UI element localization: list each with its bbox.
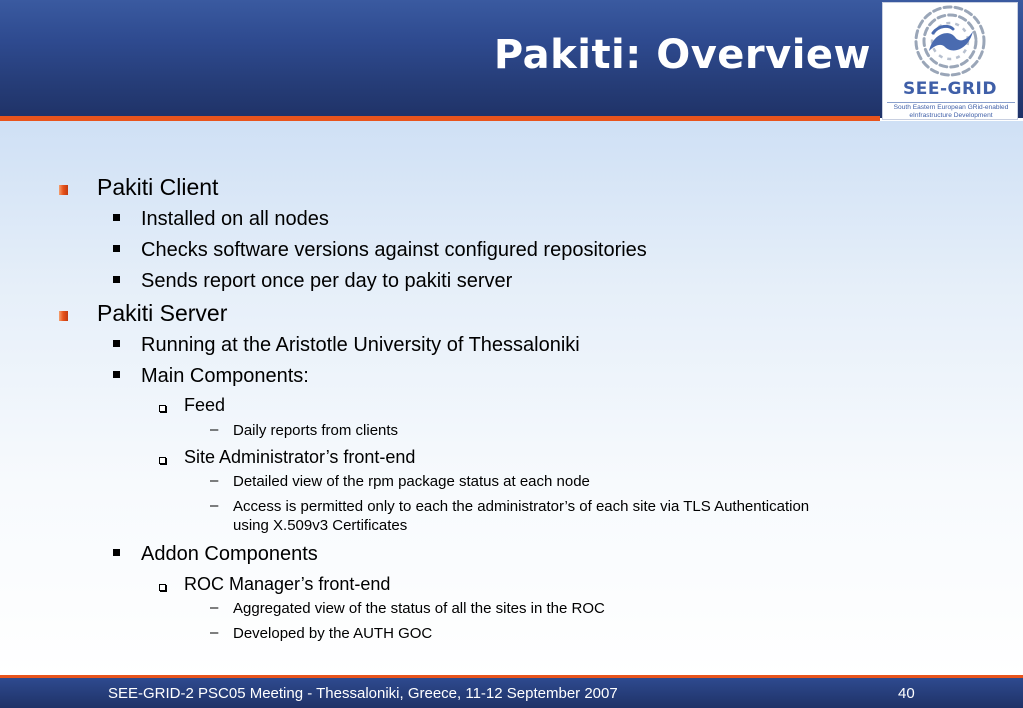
dash-bullet: – (210, 624, 219, 641)
bullet-level3: Site Administrator’s front-end (184, 447, 416, 467)
bullet-level2: Running at the Aristotle University of Thessaloniki (141, 334, 580, 356)
bullet-level4-continuation: using X.509v3 Certificates (233, 517, 408, 534)
hollow-square-bullet-icon (159, 584, 166, 591)
bullet-level4: Aggregated view of the status of all the sites in the ROC (233, 600, 605, 617)
bullet-level4: Access is permitted only to each the administrator’s of each site via TLS Authentication (233, 498, 810, 515)
dash-bullet: – (210, 472, 219, 489)
logo-wordmark: SEE-GRID (902, 79, 997, 99)
bullet-level3: ROC Manager’s front-end (184, 574, 391, 594)
square-bullet-icon (113, 214, 120, 221)
bullet-level4: Developed by the AUTH GOC (233, 625, 433, 642)
square-bullet-icon (113, 276, 120, 283)
dash-bullet: – (210, 599, 219, 616)
globe-swirl-icon (883, 3, 1017, 83)
bullet-level2: Addon Components (141, 543, 318, 565)
dash-bullet: – (210, 497, 219, 514)
logo-subtitle-line: South Eastern European GRid-enabled (893, 104, 1009, 111)
bullet-level2: Checks software versions against configured repositories (141, 239, 647, 261)
logo-subtitle (887, 102, 1015, 120)
bullet-level3: Feed (184, 395, 226, 415)
square-bullet-icon (113, 549, 120, 556)
bullet-level4: Detailed view of the rpm package status at each node (233, 473, 590, 490)
square-bullet-icon (113, 245, 120, 252)
hollow-square-bullet-icon (159, 457, 166, 464)
bullet-level4: Daily reports from clients (233, 422, 399, 439)
page-number: 40 (898, 685, 915, 702)
see-grid-logo (882, 2, 1018, 120)
bullet-level2: Main Components: (141, 365, 309, 387)
hollow-square-bullet-icon (159, 405, 166, 412)
bullet-level1: Pakiti Client (97, 174, 219, 200)
square-bullet-icon (113, 371, 120, 378)
dash-bullet: – (210, 421, 219, 438)
orange-bullet-icon (59, 185, 68, 195)
footer-text: SEE-GRID-2 PSC05 Meeting - Thessaloniki, Greece, 11-12 September 2007 (108, 685, 618, 702)
bullet-level1: Pakiti Server (97, 300, 228, 326)
bullet-level2: Installed on all nodes (141, 208, 329, 230)
slide-body (0, 121, 1023, 678)
bullet-level2: Sends report once per day to pakiti server (141, 270, 513, 292)
orange-bullet-icon (59, 311, 68, 321)
slide-title: Pakiti: Overview (493, 32, 871, 78)
square-bullet-icon (113, 340, 120, 347)
logo-subtitle-line: eInfrastructure Development (909, 112, 993, 119)
